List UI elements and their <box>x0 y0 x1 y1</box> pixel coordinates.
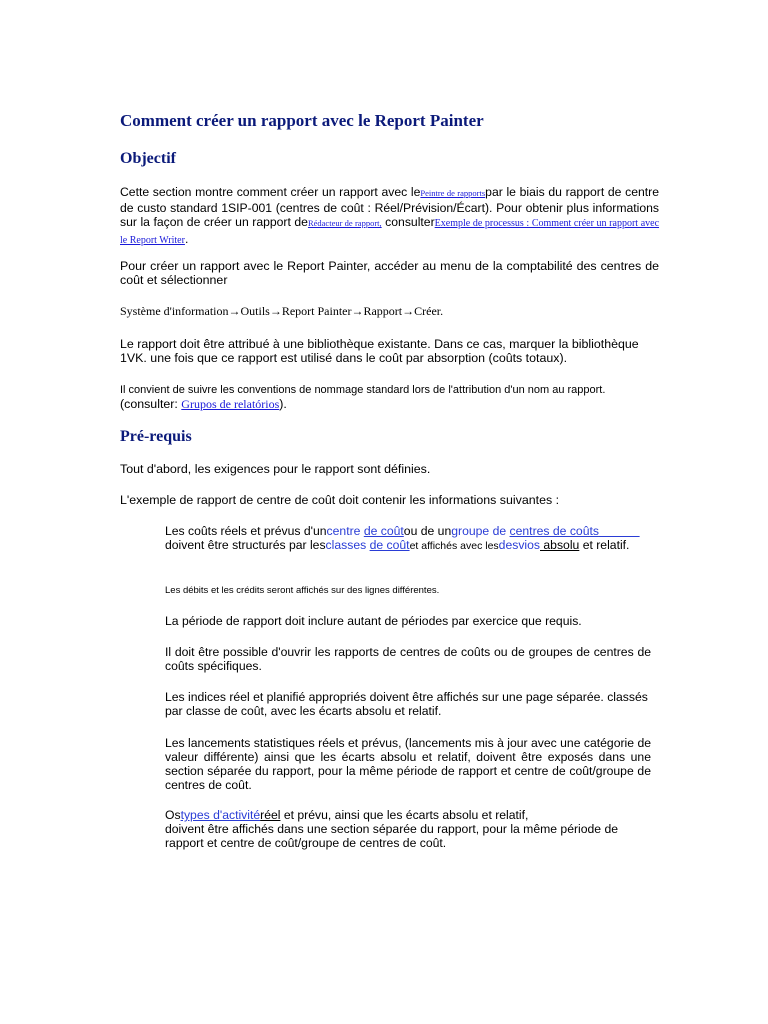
text: doivent être structurés par les <box>165 538 326 552</box>
text: par le biais du rapport de centre de custo standard 1SIP-001 (centres de coût : Réel/Prévision/Écart). Pour obtenir plus informations sur la façon de créer un rapport de <box>120 185 659 229</box>
requirement-item-5: Les indices réel et planifié appropriés doivent être affichés sur une page séparée. classés par classe de coût, avec les écarts absolu et relatif. <box>165 690 648 718</box>
requirement-item-7 <box>165 808 651 850</box>
text: doivent être affichés dans une section séparée du rapport, pour la même période de rapport et centre de coût/groupe de centres de coût. <box>165 822 619 850</box>
link-peintre-de-rapports[interactable]: Peintre de rapports <box>420 188 486 198</box>
prerequis-paragraph-2: L'exemple de rapport de centre de coût doit contenir les informations suivantes : <box>120 493 560 507</box>
requirement-item-2: Les débits et les crédits seront affichés sur des lignes différentes. <box>165 585 440 596</box>
link-centres-de-couts[interactable]: centres de coûts <box>509 524 599 538</box>
link-exemple-de-processus[interactable]: Exemple de processus : Comment créer un rapport avec le Report Writer <box>120 218 660 246</box>
link-types-d-activite[interactable]: types d'activité <box>180 808 261 822</box>
text: et prévu, ainsi que les écarts absolu et relatif, <box>280 808 529 822</box>
link-classes[interactable]: classes <box>325 538 370 552</box>
text: ). <box>279 397 287 411</box>
text: (consulter: <box>120 397 182 411</box>
link-groupe-de[interactable]: groupe de <box>451 524 510 538</box>
section-heading-prerequis: Pré-requis <box>120 428 192 445</box>
text: Il convient de suivre les conventions de nommage standard lors de l'attribution d'un nom au rapport. <box>120 384 606 396</box>
section-heading-objectif: Objectif <box>120 150 176 167</box>
text: réel <box>260 808 281 822</box>
objectif-paragraph-2: Pour créer un rapport avec le Report Painter, accéder au menu de la comptabilité des centres de coût et sélectionner <box>120 259 659 287</box>
prerequis-paragraph-1: Tout d'abord, les exigences pour le rapport sont définies. <box>120 462 431 476</box>
objectif-paragraph-5 <box>120 382 659 411</box>
menu-path: Système d'information→Outils→Report Painter→Rapport→Créer. <box>120 304 444 318</box>
requirement-item-4: Il doit être possible d'ouvrir les rapports de centres de coûts ou de groupes de centres de coûts spécifiques. <box>165 645 651 673</box>
text: absolu <box>540 538 580 552</box>
text: Os <box>165 808 181 822</box>
link-de-cout-2[interactable]: de coût <box>369 538 410 552</box>
objectif-paragraph-1 <box>120 185 659 248</box>
objectif-paragraph-4: Le rapport doit être attribué à une bibliothèque existante. Dans ce cas, marquer la bibliothèque 1VK. une fois que ce rapport est utilisé dans le coût par absorption (coûts totaux). <box>120 337 639 365</box>
link-centre[interactable]: centre <box>326 524 364 538</box>
requirement-item-6: Les lancements statistiques réels et prévus, (lancements mis à jour avec une catégorie de valeur différente) ainsi que les écarts absolu et relatif, doivent être exposés dans une section séparée du rapport, pour la même période de rapport et centre de coût/groupe de centres de coût. <box>165 736 651 792</box>
text: Cette section montre comment créer un rapport avec le <box>120 185 421 199</box>
link-redacteur-de-rapport[interactable]: Rédacteur de rapport, <box>307 218 382 228</box>
requirement-item-3: La période de rapport doit inclure autant de périodes par exercice que requis. <box>165 614 582 628</box>
requirement-item-1 <box>165 524 651 553</box>
text: consulter <box>381 215 435 229</box>
text: et relatif. <box>579 538 630 552</box>
page-title: Comment créer un rapport avec le Report Painter <box>120 111 484 130</box>
link-desvios[interactable]: desvios <box>498 538 540 552</box>
link-de-cout[interactable]: de coût <box>363 524 404 538</box>
link-grupos-de-relatorios[interactable]: Grupos de relatórios <box>181 397 280 411</box>
text: . <box>184 231 189 246</box>
text: ou de un <box>403 524 452 538</box>
text: Les coûts réels et prévus d'un <box>165 524 327 538</box>
text: et affichés avec les <box>409 540 499 552</box>
